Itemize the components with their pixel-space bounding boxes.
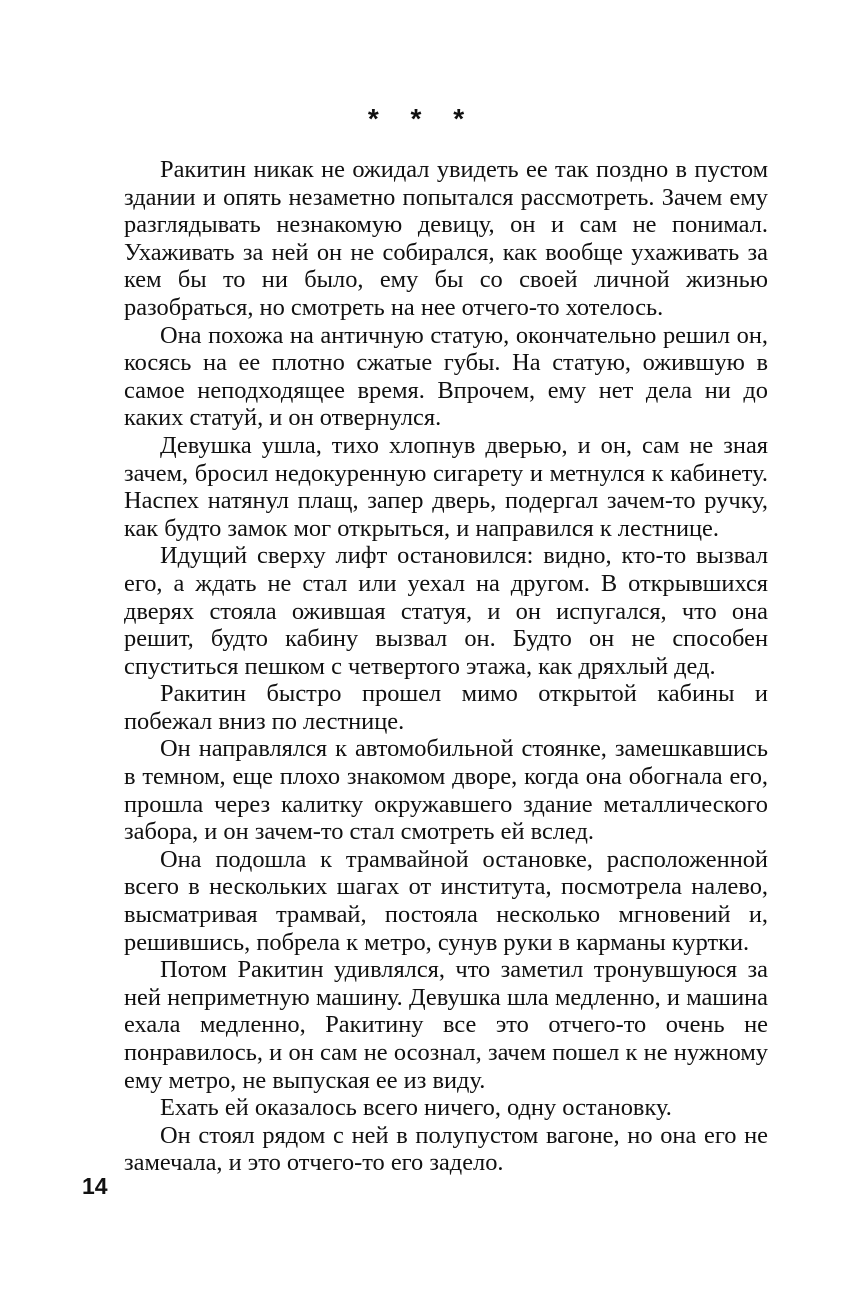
- paragraph: Ракитин быстро прошел мимо открытой кабины и побежал вниз по лестнице.: [124, 680, 768, 735]
- paragraph: Он направлялся к автомобильной стоянке, замешкавшись в темном, еще плохо знакомом дворе, когда она обогнала его, прошла через калитку окружавшего здание металлического забора, и он зачем-то стал смотреть ей вслед.: [124, 735, 768, 846]
- section-separator: * * *: [367, 103, 477, 134]
- paragraph: Она похожа на античную статую, окончательно решил он, косясь на ее плотно сжатые губы. На статую, ожившую в самое неподходящее время. Впрочем, ему нет дела ни до каких статуй, и он отвернулся.: [124, 321, 768, 432]
- paragraph: Ехать ей оказалось всего ничего, одну остановку.: [160, 1094, 672, 1122]
- paragraph: Девушка ушла, тихо хлопнув дверью, и он, сам не зная зачем, бросил недокуренную сигарету и метнулся к кабинету. Наспех натянул плащ, запер дверь, подергал зачем-то ручку, как будто замок мог открыться, и направился к лестнице.: [124, 431, 768, 542]
- page-number: 14: [82, 1173, 108, 1199]
- paragraph: Идущий сверху лифт остановился: видно, кто-то вызвал его, а ждать не стал или уехал на другом. В открывшихся дверях стояла ожившая статуя, и он испугался, что она решит, будто кабину вызвал он. Будто он не способен спуститься пешком с четвертого этажа, как дряхлый дед.: [124, 542, 768, 680]
- paragraph: Она подошла к трамвайной остановке, расположенной всего в нескольких шагах от института, посмотрела налево, высматривая трамвай, постояла несколько мгновений и, решившись, побрела к метро, сунув руки в карманы куртки.: [124, 845, 768, 956]
- body-text: [124, 156, 768, 1177]
- paragraph: Он стоял рядом с ней в полупустом вагоне, но она его не замечала, и это отчего-то его задело.: [124, 1121, 768, 1177]
- paragraph: Потом Ракитин удивлялся, что заметил тронувшуюся за ней неприметную машину. Девушка шла медленно, и машина ехала медленно, Ракитину все это отчего-то очень не понравилось, и он сам не осознал, зачем пошел к не нужному ему метро, не выпуская ее из виду.: [124, 956, 768, 1094]
- paragraph: Ракитин никак не ожидал увидеть ее так поздно в пустом здании и опять незаметно попытался рассмотреть. Зачем ему разглядывать незнакомую девицу, он и сам не понимал. Ухаживать за ней он не собирался, как вообще ухаживать за кем бы то ни было, ему бы со своей личной жизнью разобраться, но смотреть на нее отчего-то хотелось.: [124, 156, 768, 321]
